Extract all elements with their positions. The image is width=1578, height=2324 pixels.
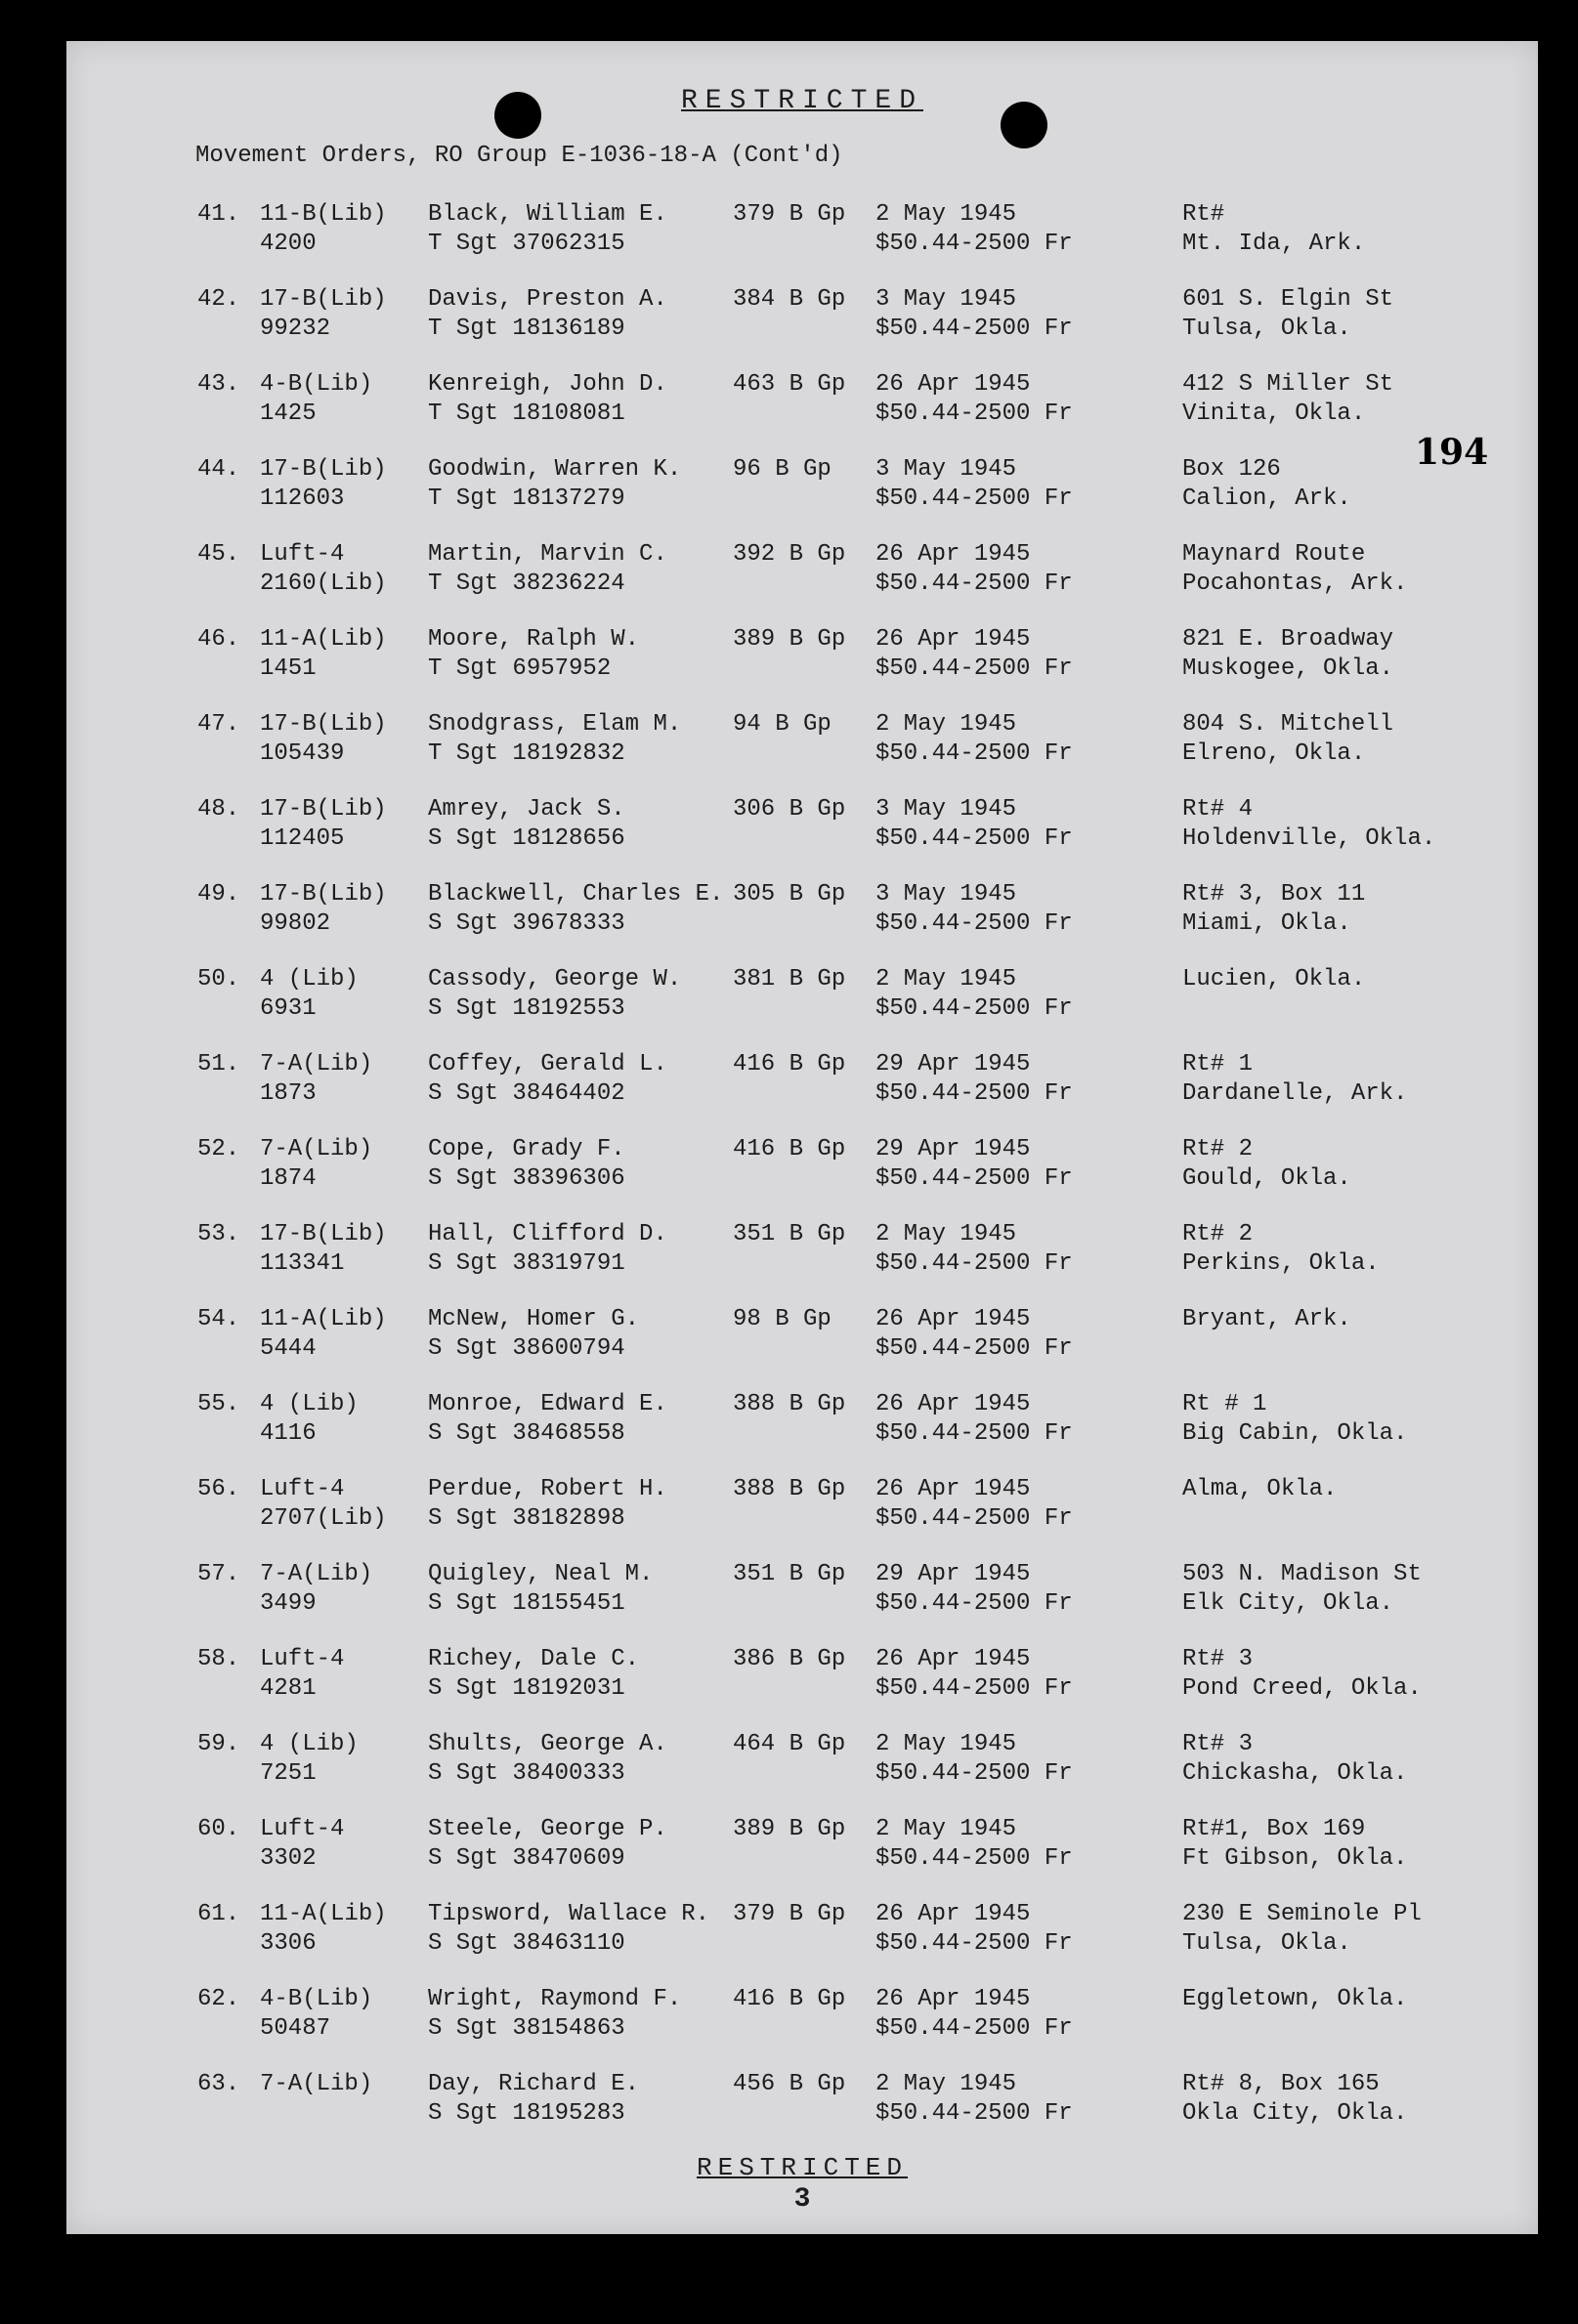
entry-pow-number: 3302 [260,1845,317,1872]
entry-camp: 4 (Lib) [260,1391,359,1417]
entry-camp: 17-B(Lib) [260,286,387,313]
entry-row [66,286,1538,371]
entry-address-line1: Bryant, Ark. [1182,1306,1351,1332]
entry-name: Cassody, George W. [428,966,682,993]
entry-address-line1: 412 S Miller St [1182,371,1394,398]
entry-rank-serial: S Sgt 38396306 [428,1165,625,1192]
entry-name: Quigley, Neal M. [428,1561,654,1587]
entry-name: Wright, Raymond F. [428,1986,682,2012]
header-classification: RESTRICTED [680,86,924,116]
entry-row [66,1391,1538,1476]
entry-row [66,541,1538,626]
entry-address-line1: Rt#1, Box 169 [1182,1816,1366,1842]
entry-row [66,1646,1538,1731]
entry-unit: 305 B Gp [733,881,846,908]
entry-number: 61. [197,1901,240,1927]
entry-number: 42. [197,286,240,313]
entry-number: 54. [197,1306,240,1332]
entry-rank-serial: T Sgt 18108081 [428,401,625,427]
entry-number: 46. [197,626,240,653]
entry-row [66,1731,1538,1816]
entry-date: 29 Apr 1945 [875,1136,1031,1162]
entry-pow-number: 105439 [260,740,345,767]
entry-rank-serial: T Sgt 18192832 [428,740,625,767]
entry-name: Davis, Preston A. [428,286,667,313]
entry-name: Tipsword, Wallace R. [428,1901,710,1927]
entry-pow-number: 1874 [260,1165,317,1192]
entry-address-line1: Rt# 2 [1182,1136,1254,1162]
entry-camp: 17-B(Lib) [260,711,387,738]
entry-number: 50. [197,966,240,993]
entry-number: 60. [197,1816,240,1842]
entry-unit: 351 B Gp [733,1221,846,1247]
entry-pay: $50.44-2500 Fr [875,1760,1073,1787]
entry-pow-number: 1873 [260,1080,317,1107]
entry-row [66,2071,1538,2156]
entry-address-line1: Rt # 1 [1182,1391,1267,1417]
entry-rank-serial: S Sgt 38468558 [428,1420,625,1447]
entry-date: 26 Apr 1945 [875,1391,1031,1417]
entry-row [66,1816,1538,1901]
entry-pow-number: 1451 [260,655,317,682]
entry-name: Martin, Marvin C. [428,541,667,568]
entry-pay: $50.44-2500 Fr [875,401,1073,427]
entry-number: 57. [197,1561,240,1587]
entry-rank-serial: S Sgt 38182898 [428,1505,625,1532]
entry-row [66,966,1538,1051]
entry-camp: 11-A(Lib) [260,626,387,653]
entry-unit: 94 B Gp [733,711,832,738]
entry-row [66,1901,1538,1986]
entry-address-line2: Pond Creed, Okla. [1182,1675,1422,1702]
entry-name: Richey, Dale C. [428,1646,640,1672]
entry-pow-number: 2707(Lib) [260,1505,387,1532]
entry-unit: 388 B Gp [733,1476,846,1502]
entry-address-line1: 230 E Seminole Pl [1182,1901,1422,1927]
entry-pow-number: 6931 [260,995,317,1022]
entry-name: Monroe, Edward E. [428,1391,667,1417]
entry-address-line1: Eggletown, Okla. [1182,1986,1408,2012]
entry-name: McNew, Homer G. [428,1306,640,1332]
entry-unit: 386 B Gp [733,1646,846,1672]
entry-camp: 4 (Lib) [260,966,359,993]
entry-address-line2: Vinita, Okla. [1182,401,1366,427]
entry-rank-serial: T Sgt 38236224 [428,570,625,597]
entry-unit: 389 B Gp [733,1816,846,1842]
entry-address-line1: Rt# 8, Box 165 [1182,2071,1380,2097]
entry-pow-number: 112405 [260,825,345,852]
entry-camp: Luft-4 [260,1816,345,1842]
entry-name: Snodgrass, Elam M. [428,711,682,738]
entry-unit: 98 B Gp [733,1306,832,1332]
entry-rank-serial: S Sgt 38463110 [428,1930,625,1957]
entry-pay: $50.44-2500 Fr [875,1505,1073,1532]
entry-pay: $50.44-2500 Fr [875,1250,1073,1277]
entry-date: 2 May 1945 [875,966,1017,993]
entry-row [66,201,1538,286]
entry-address-line1: Alma, Okla. [1182,1476,1338,1502]
entry-pow-number: 7251 [260,1760,317,1787]
entry-date: 2 May 1945 [875,711,1017,738]
entry-pow-number: 1425 [260,401,317,427]
entry-pay: $50.44-2500 Fr [875,1590,1073,1617]
entry-number: 56. [197,1476,240,1502]
entry-address-line2: Perkins, Okla. [1182,1250,1380,1277]
entry-pay: $50.44-2500 Fr [875,995,1073,1022]
entry-camp: Luft-4 [260,1646,345,1672]
entry-number: 53. [197,1221,240,1247]
entry-address-line1: 821 E. Broadway [1182,626,1394,653]
entry-address-line2: Tulsa, Okla. [1182,316,1351,342]
entry-pow-number: 112603 [260,486,345,512]
entry-unit: 463 B Gp [733,371,846,398]
entry-date: 2 May 1945 [875,1731,1017,1757]
entry-number: 59. [197,1731,240,1757]
entry-date: 3 May 1945 [875,286,1017,313]
entry-pay: $50.44-2500 Fr [875,1080,1073,1107]
entry-pay: $50.44-2500 Fr [875,655,1073,682]
entry-camp: 11-A(Lib) [260,1901,387,1927]
entry-pow-number: 50487 [260,2015,331,2042]
entry-unit: 456 B Gp [733,2071,846,2097]
entry-row [66,1051,1538,1136]
entry-address-line2: Big Cabin, Okla. [1182,1420,1408,1447]
entry-rank-serial: S Sgt 18128656 [428,825,625,852]
entry-date: 26 Apr 1945 [875,1476,1031,1502]
entry-number: 63. [197,2071,240,2097]
entry-row [66,626,1538,711]
entry-rank-serial: S Sgt 18195283 [428,2100,625,2127]
entry-number: 48. [197,796,240,823]
entry-address-line1: Rt# 3 [1182,1646,1254,1672]
entry-rank-serial: S Sgt 39678333 [428,910,625,937]
entry-camp: 17-B(Lib) [260,1221,387,1247]
entry-name: Cope, Grady F. [428,1136,625,1162]
entry-date: 2 May 1945 [875,1816,1017,1842]
entry-address-line2: Gould, Okla. [1182,1165,1351,1192]
entry-camp: 17-B(Lib) [260,456,387,483]
entry-name: Coffey, Gerald L. [428,1051,667,1077]
entry-number: 62. [197,1986,240,2012]
entry-row [66,711,1538,796]
entry-date: 2 May 1945 [875,2071,1017,2097]
entry-pay: $50.44-2500 Fr [875,2100,1073,2127]
entry-address-line2: Chickasha, Okla. [1182,1760,1408,1787]
entry-pow-number: 4200 [260,231,317,257]
entry-row [66,1221,1538,1306]
entry-unit: 464 B Gp [733,1731,846,1757]
entry-rank-serial: S Sgt 38319791 [428,1250,625,1277]
entry-name: Shults, George A. [428,1731,667,1757]
entry-rank-serial: T Sgt 18136189 [428,316,625,342]
entry-unit: 388 B Gp [733,1391,846,1417]
entry-address-line2: Muskogee, Okla. [1182,655,1394,682]
entry-pow-number: 3306 [260,1930,317,1957]
entry-date: 26 Apr 1945 [875,1901,1031,1927]
entry-date: 29 Apr 1945 [875,1051,1031,1077]
entry-address-line1: Rt# 4 [1182,796,1254,823]
entry-date: 26 Apr 1945 [875,541,1031,568]
entry-unit: 416 B Gp [733,1136,846,1162]
entry-camp: 7-A(Lib) [260,2071,373,2097]
entry-address-line1: Rt# 1 [1182,1051,1254,1077]
entry-date: 26 Apr 1945 [875,1646,1031,1672]
entry-number: 55. [197,1391,240,1417]
entry-unit: 306 B Gp [733,796,846,823]
entry-unit: 384 B Gp [733,286,846,313]
entry-rank-serial: S Sgt 38154863 [428,2015,625,2042]
entry-pay: $50.44-2500 Fr [875,1845,1073,1872]
entry-rank-serial: S Sgt 38464402 [428,1080,625,1107]
entry-address-line1: 503 N. Madison St [1182,1561,1422,1587]
entry-pow-number: 99802 [260,910,331,937]
entry-pay: $50.44-2500 Fr [875,910,1073,937]
entry-pay: $50.44-2500 Fr [875,1165,1073,1192]
entry-date: 26 Apr 1945 [875,626,1031,653]
entry-name: Kenreigh, John D. [428,371,667,398]
entry-rank-serial: S Sgt 18155451 [428,1590,625,1617]
entry-number: 47. [197,711,240,738]
entry-date: 2 May 1945 [875,1221,1017,1247]
entry-address-line2: Ft Gibson, Okla. [1182,1845,1408,1872]
entry-address-line1: Rt# 3 [1182,1731,1254,1757]
entry-name: Steele, George P. [428,1816,667,1842]
entry-name: Blackwell, Charles E. [428,881,724,908]
entry-unit: 381 B Gp [733,966,846,993]
entry-date: 26 Apr 1945 [875,1986,1031,2012]
entry-name: Day, Richard E. [428,2071,640,2097]
entry-address-line1: Maynard Route [1182,541,1366,568]
entry-row [66,1986,1538,2071]
entry-rank-serial: T Sgt 37062315 [428,231,625,257]
entry-date: 26 Apr 1945 [875,1306,1031,1332]
entry-date: 3 May 1945 [875,456,1017,483]
entry-date: 3 May 1945 [875,881,1017,908]
entry-pay: $50.44-2500 Fr [875,231,1073,257]
entry-rank-serial: S Sgt 38600794 [428,1335,625,1362]
entry-camp: 11-A(Lib) [260,1306,387,1332]
entry-name: Amrey, Jack S. [428,796,625,823]
entry-date: 3 May 1945 [875,796,1017,823]
entry-address-line2: Dardanelle, Ark. [1182,1080,1408,1107]
entry-rank-serial: S Sgt 38400333 [428,1760,625,1787]
entry-unit: 389 B Gp [733,626,846,653]
entry-rank-serial: T Sgt 6957952 [428,655,612,682]
entry-address-line2: Elreno, Okla. [1182,740,1366,767]
entry-pow-number: 4116 [260,1420,317,1447]
entry-number: 51. [197,1051,240,1077]
entry-pay: $50.44-2500 Fr [875,316,1073,342]
entry-row [66,1561,1538,1646]
entry-number: 52. [197,1136,240,1162]
entry-camp: Luft-4 [260,541,345,568]
entry-rank-serial: S Sgt 38470609 [428,1845,625,1872]
entry-camp: Luft-4 [260,1476,345,1502]
entry-rank-serial: T Sgt 18137279 [428,486,625,512]
entry-pay: $50.44-2500 Fr [875,740,1073,767]
entry-row [66,1306,1538,1391]
entry-camp: 4 (Lib) [260,1731,359,1757]
entry-unit: 379 B Gp [733,201,846,228]
entry-row [66,1136,1538,1221]
document-page [66,41,1538,2234]
entry-address-line2: Okla City, Okla. [1182,2100,1408,2127]
entry-row [66,1476,1538,1561]
entry-address-line1: Rt# 2 [1182,1221,1254,1247]
entry-pay: $50.44-2500 Fr [875,825,1073,852]
entry-pow-number: 99232 [260,316,331,342]
entry-unit: 351 B Gp [733,1561,846,1587]
entry-address-line2: Tulsa, Okla. [1182,1930,1351,1957]
entry-pay: $50.44-2500 Fr [875,1420,1073,1447]
footer-classification: RESTRICTED [696,2153,909,2182]
entry-address-line2: Elk City, Okla. [1182,1590,1394,1617]
entry-name: Moore, Ralph W. [428,626,640,653]
entry-address-line1: 804 S. Mitchell [1182,711,1394,738]
stamped-page-number: 194 [1415,432,1489,473]
entry-name: Hall, Clifford D. [428,1221,667,1247]
entry-pow-number: 2160(Lib) [260,570,387,597]
entry-camp: 7-A(Lib) [260,1051,373,1077]
page-number: 3 [793,2184,811,2215]
entry-list [66,201,1538,2156]
entry-address-line1: Box 126 [1182,456,1281,483]
entry-number: 49. [197,881,240,908]
entry-row [66,456,1538,541]
entry-address-line1: 601 S. Elgin St [1182,286,1394,313]
entry-address-line1: Rt# 3, Box 11 [1182,881,1366,908]
entry-unit: 392 B Gp [733,541,846,568]
entry-unit: 416 B Gp [733,1051,846,1077]
entry-pow-number: 5444 [260,1335,317,1362]
entry-row [66,881,1538,966]
entry-row [66,371,1538,456]
entry-unit: 416 B Gp [733,1986,846,2012]
entry-address-line2: Calion, Ark. [1182,486,1351,512]
entry-number: 44. [197,456,240,483]
entry-camp: 11-B(Lib) [260,201,387,228]
entry-number: 41. [197,201,240,228]
entry-rank-serial: S Sgt 18192031 [428,1675,625,1702]
entry-row [66,796,1538,881]
entry-camp: 7-A(Lib) [260,1561,373,1587]
entry-rank-serial: S Sgt 18192553 [428,995,625,1022]
entry-address-line1: Lucien, Okla. [1182,966,1366,993]
entry-address-line2: Pocahontas, Ark. [1182,570,1408,597]
entry-pow-number: 113341 [260,1250,345,1277]
entry-pay: $50.44-2500 Fr [875,1335,1073,1362]
entry-camp: 17-B(Lib) [260,796,387,823]
entry-address-line2: Mt. Ida, Ark. [1182,231,1366,257]
entry-address-line2: Miami, Okla. [1182,910,1351,937]
entry-pow-number: 3499 [260,1590,317,1617]
entry-camp: 17-B(Lib) [260,881,387,908]
entry-name: Black, William E. [428,201,667,228]
entry-camp: 4-B(Lib) [260,1986,373,2012]
entry-number: 45. [197,541,240,568]
entry-number: 43. [197,371,240,398]
entry-unit: 379 B Gp [733,1901,846,1927]
entry-pay: $50.44-2500 Fr [875,1675,1073,1702]
entry-number: 58. [197,1646,240,1672]
entry-pay: $50.44-2500 Fr [875,486,1073,512]
entry-pay: $50.44-2500 Fr [875,1930,1073,1957]
entry-pay: $50.44-2500 Fr [875,2015,1073,2042]
entry-camp: 4-B(Lib) [260,371,373,398]
entry-camp: 7-A(Lib) [260,1136,373,1162]
entry-pay: $50.44-2500 Fr [875,570,1073,597]
entry-unit: 96 B Gp [733,456,832,483]
entry-name: Perdue, Robert H. [428,1476,667,1502]
entry-date: 2 May 1945 [875,201,1017,228]
document-subheader: Movement Orders, RO Group E-1036-18-A (Cont'd) [195,143,843,169]
entry-address-line2: Holdenville, Okla. [1182,825,1436,852]
entry-pow-number: 4281 [260,1675,317,1702]
entry-date: 26 Apr 1945 [875,371,1031,398]
entry-date: 29 Apr 1945 [875,1561,1031,1587]
entry-name: Goodwin, Warren K. [428,456,682,483]
entry-address-line1: Rt# [1182,201,1225,228]
